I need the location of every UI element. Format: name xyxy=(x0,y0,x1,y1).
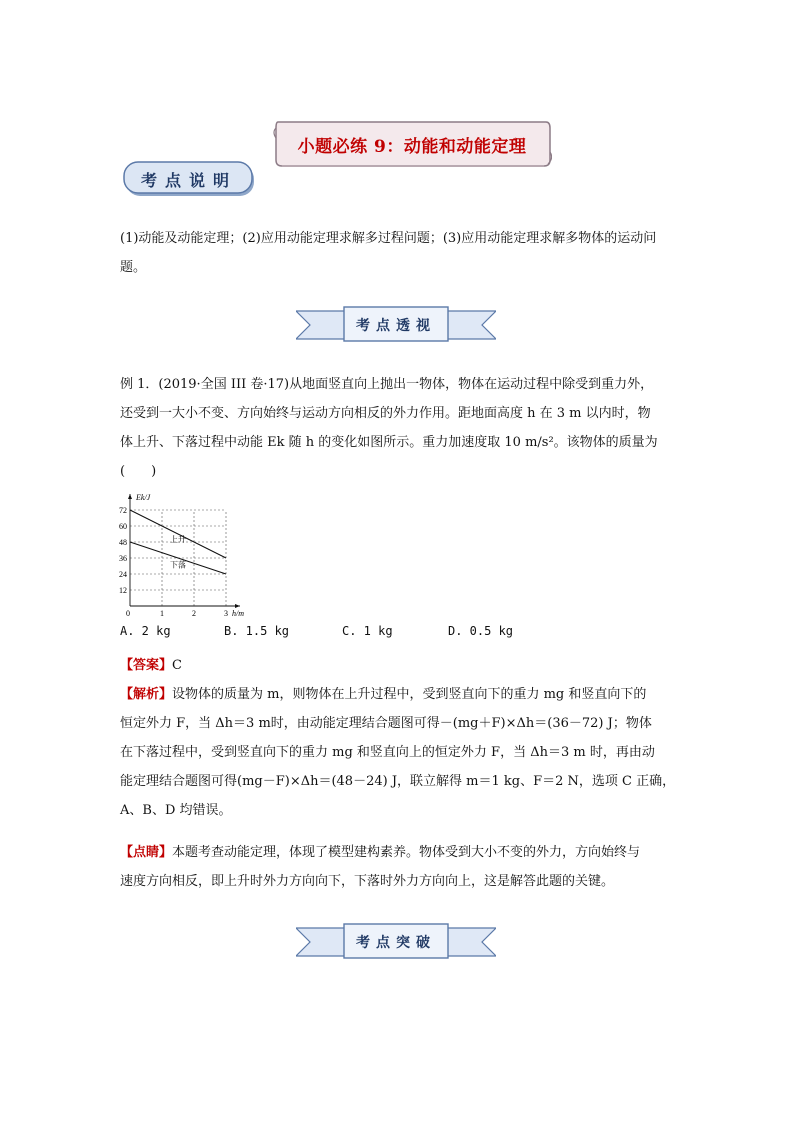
badge-explain-label: 考点说明 xyxy=(140,170,237,190)
x-axis-arrow xyxy=(235,604,240,608)
intro-paragraph xyxy=(120,224,680,282)
y-tick-label-5: 72 xyxy=(119,506,127,515)
x-tick-label-0: 0 xyxy=(126,609,130,618)
x-tick-label-2: 2 xyxy=(192,609,196,618)
comment-line-2: 速度方向相反，即上升时外力方向向下，下落时外力方向向上，这是解答此题的关键。 xyxy=(120,874,615,889)
analysis-line-5: A、B、D 均错误。 xyxy=(120,803,232,818)
analysis-line-3: 在下落过程中，受到竖直向下的重力 mg 和竖直向上的恒定外力 F，当 Δh＝3 m 时，再由动 xyxy=(120,745,655,760)
y-tick-label-1: 24 xyxy=(119,570,127,579)
analysis-block xyxy=(120,680,680,825)
answer-value: C xyxy=(172,658,182,673)
example-line-4: ( ) xyxy=(120,464,157,479)
example-line-3: 体上升、下落过程中动能 Ek 随 h 的变化如图所示。重力加速度取 10 m/s²。该物体的质量为 xyxy=(120,435,658,450)
example-problem xyxy=(120,370,680,486)
option-a: A. 2 kg xyxy=(120,624,171,638)
ribbon-tou-label: 考点透视 xyxy=(356,318,436,334)
x-axis-label: h/m xyxy=(232,609,244,618)
y-tick-label-4: 60 xyxy=(119,522,127,531)
comment-block xyxy=(120,838,680,896)
y-tick-label-0: 12 xyxy=(119,586,127,595)
section-ribbon-tou xyxy=(296,305,496,345)
x-tick-label-3: 3 xyxy=(224,609,228,618)
answer-label: 【答案】 xyxy=(120,658,173,673)
y-axis-arrow xyxy=(128,494,132,499)
comment-label: 【点睛】 xyxy=(120,845,173,860)
series-line-0 xyxy=(130,510,226,558)
example-line-2: 还受到一大小不变、方向始终与运动方向相反的外力作用。距地面高度 h 在 3 m 以内时，物 xyxy=(120,406,651,421)
intro-line-2: 题。 xyxy=(120,260,147,275)
section-ribbon-tu xyxy=(296,922,496,962)
y-axis-label: Ek/J xyxy=(136,493,151,502)
y-tick-label-3: 48 xyxy=(119,538,127,547)
comment-line-1: 本题考查动能定理，体现了模型建构素养。物体受到大小不变的外力，方向始终与 xyxy=(172,845,641,860)
analysis-label: 【解析】 xyxy=(120,687,173,702)
series-label-1: 下落 xyxy=(170,560,186,570)
chart-svg xyxy=(114,488,264,618)
page-title: 小题必练 9：动能和动能定理 xyxy=(297,136,527,157)
example-line-1: 例 1．(2019·全国 III 卷·17)从地面竖直向上抛出一物体，物体在运动过程中除受到重力外， xyxy=(120,377,654,392)
section-badge-explain xyxy=(122,160,256,198)
option-d: D. 0.5 kg xyxy=(448,624,514,638)
option-b: B. 1.5 kg xyxy=(224,624,290,638)
answer-block xyxy=(120,651,680,680)
series-label-0: 上升 xyxy=(170,535,186,544)
x-tick-label-1: 1 xyxy=(160,609,164,618)
analysis-line-4: 能定理结合题图可得(mg－F)×Δh＝(48－24) J，联立解得 m＝1 kg、F＝2 N，选项 C 正确， xyxy=(120,774,676,789)
ribbon-tu-label: 考点突破 xyxy=(356,935,436,951)
analysis-line-2: 恒定外力 F，当 Δh＝3 m时，由动能定理结合题图可得－(mg＋F)×Δh＝(36－72) J；物体 xyxy=(120,716,652,731)
intro-line-1: (1)动能及动能定理；(2)应用动能定理求解多过程问题；(3)应用动能定理求解多物体的运动问 xyxy=(120,231,657,246)
option-c: C. 1 kg xyxy=(342,624,393,638)
energy-chart xyxy=(114,488,264,618)
title-banner xyxy=(272,118,552,170)
options-row xyxy=(120,624,680,644)
analysis-line-1: 设物体的质量为 m，则物体在上升过程中，受到竖直向下的重力 mg 和竖直向下的 xyxy=(172,687,647,702)
y-tick-label-2: 36 xyxy=(119,554,127,563)
